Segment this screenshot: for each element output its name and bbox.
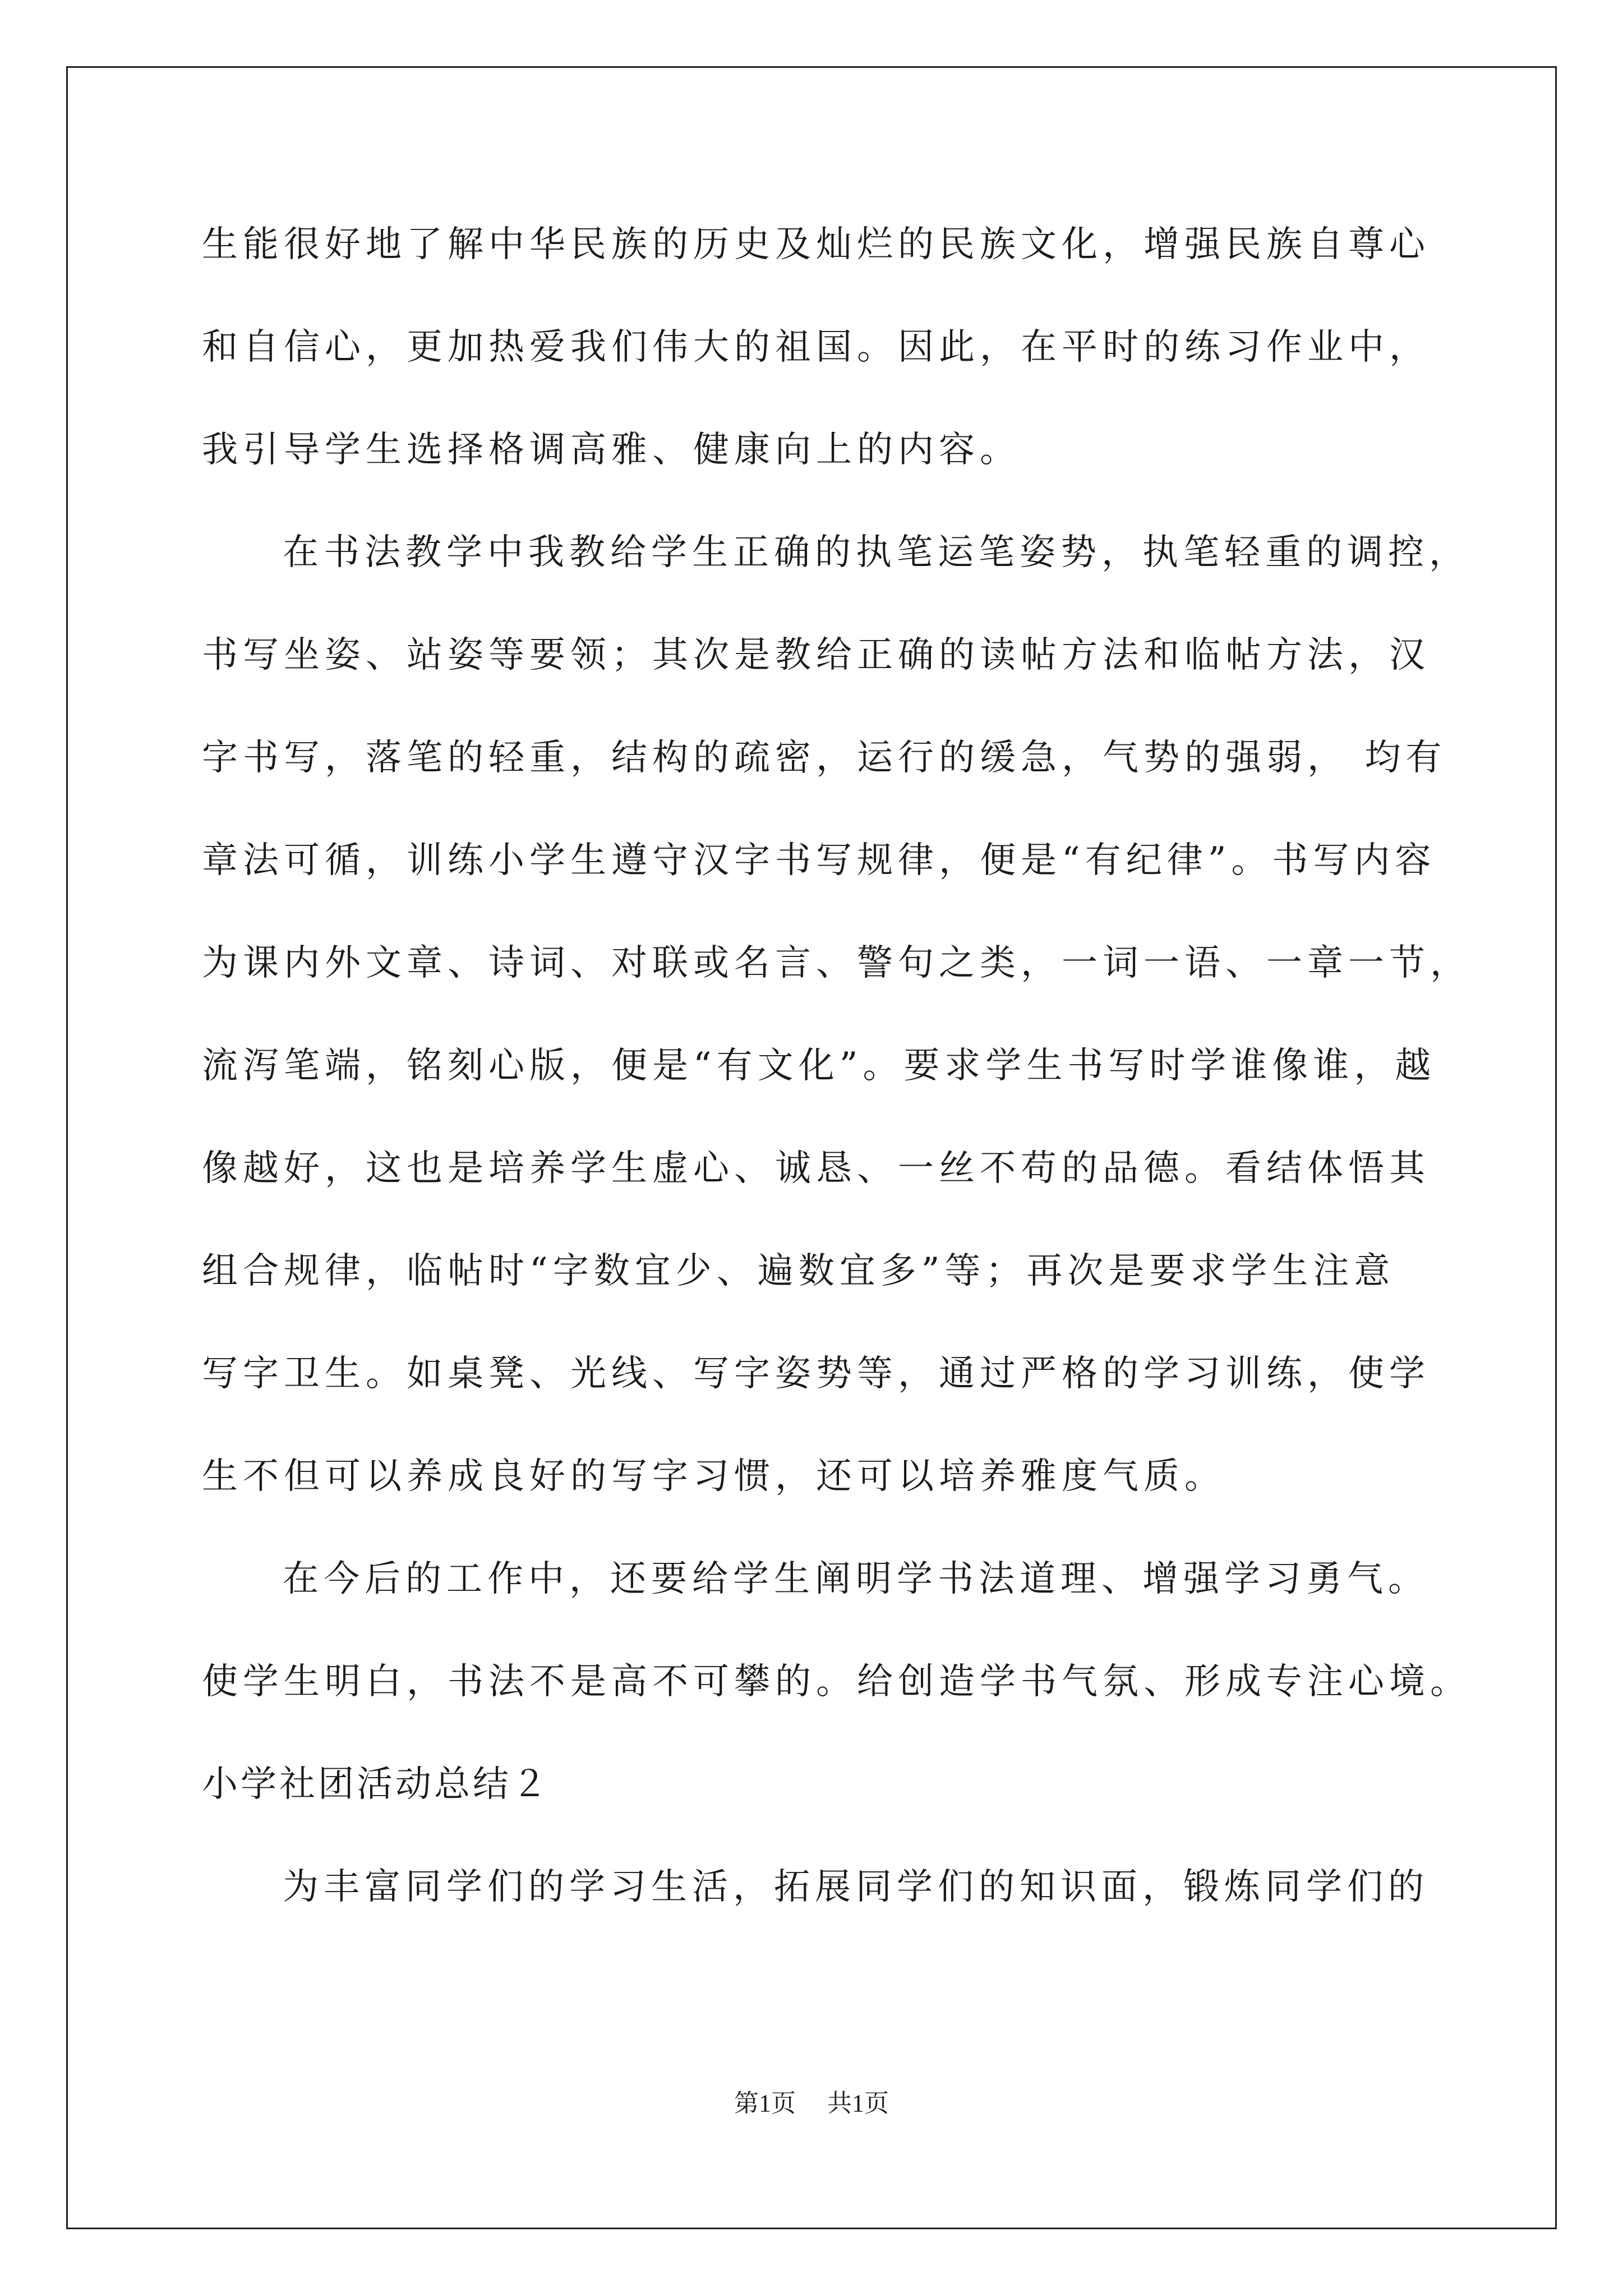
page-number-total: 共1页 [827, 2090, 889, 2117]
paragraph-start-line: 为丰富同学们的学习生活，拓展同学们的知识面，锻炼同学们的 [283, 1866, 1429, 1908]
text-line: 像越好，这也是培养学生虚心、诚恳、一丝不苟的品德。看结体悟其 [202, 1148, 1430, 1189]
text-line: 和自信心，更加热爱我们伟大的祖国。因此，在平时的练习作业中， [202, 326, 1430, 368]
text-line: 章法可循，训练小学生遵守汉字书写规律，便是“有纪律”。书写内容 [202, 840, 1436, 881]
page-number-current: 第1页 [734, 2090, 796, 2117]
text-line: 书写坐姿、站姿等要领；其次是教给正确的读帖方法和临帖方法，汉 [202, 634, 1430, 676]
text-line: 组合规律，临帖时“字数宜少、遍数宜多”等；再次是要求学生注意 [202, 1250, 1395, 1292]
text-line: 字书写，落笔的轻重，结构的疏密，运行的缓急，气势的强弱， 均有 [202, 737, 1447, 779]
text-line: 流泻笔端，铭刻心版，便是“有文化”。要求学生书写时学谁像谁，越 [202, 1045, 1436, 1087]
text-line: 生能很好地了解中华民族的历史及灿烂的民族文化，增强民族自尊心 [202, 224, 1430, 265]
page-footer [0, 2087, 1623, 2120]
text-line: 为课内外文章、诗词、对联或名言、警句之类，一词一语、一章一节， [202, 942, 1471, 984]
text-line: 写字卫生。如桌凳、光线、写字姿势等，通过严格的学习训练，使学 [202, 1353, 1430, 1395]
text-line: 我引导学生选择格调高雅、健康向上的内容。 [202, 429, 1021, 471]
text-line: 生不但可以养成良好的写字习惯，还可以培养雅度气质。 [202, 1456, 1225, 1497]
section-heading: 小学社团活动总结２ [202, 1764, 550, 1805]
document-body [202, 194, 1471, 1939]
paragraph-start-line: 在书法教学中我教给学生正确的执笔运笔姿势，执笔轻重的调控， [283, 532, 1470, 573]
text-line: 使学生明白，书法不是高不可攀的。给创造学书气氛、形成专注心境。 [202, 1661, 1471, 1703]
paragraph-start-line: 在今后的工作中，还要给学生阐明学书法道理、增强学习勇气。 [283, 1558, 1429, 1600]
